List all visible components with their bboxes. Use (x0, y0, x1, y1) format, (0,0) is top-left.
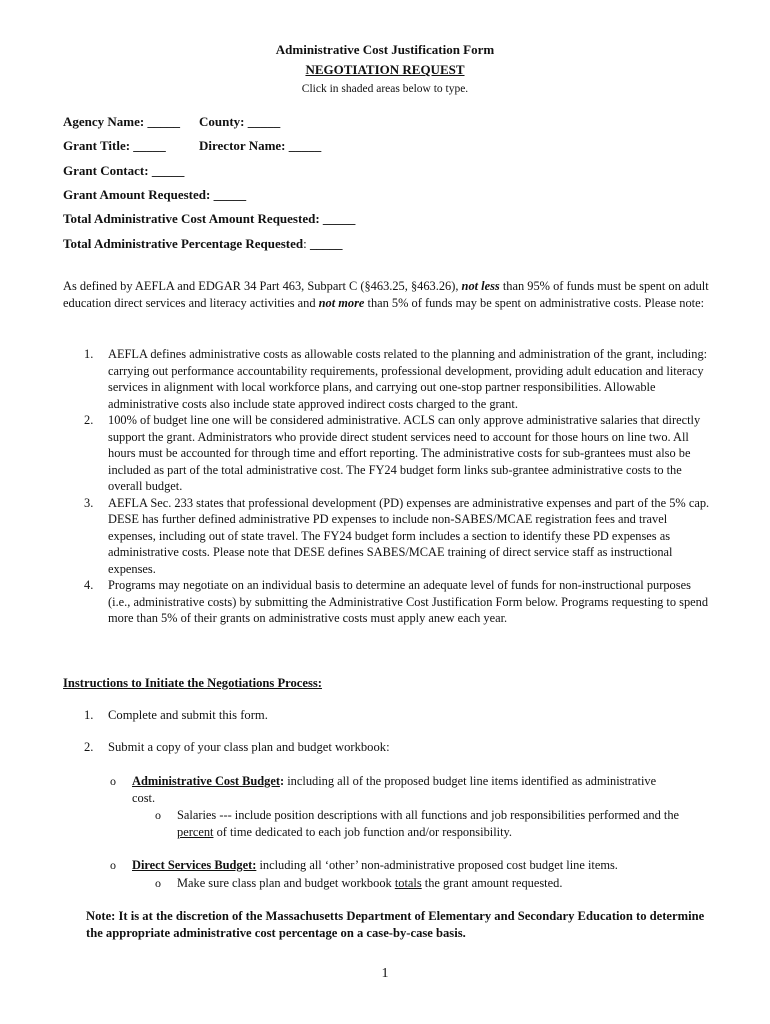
instruction-step-1 (84, 708, 268, 723)
workbook-text (155, 875, 715, 892)
field-row-agency (63, 114, 281, 130)
field-row-total-admin-pct (63, 236, 343, 252)
workbook-bullet (155, 875, 715, 892)
admin-budget-colon: : (280, 774, 285, 788)
director-label: Director Name: (199, 138, 286, 153)
agency-label: Agency Name: (63, 114, 145, 129)
county-label: County: (199, 114, 245, 129)
step-text: Complete and submit this form. (108, 708, 268, 722)
notes-list (63, 346, 713, 627)
direct-budget-text (110, 857, 710, 874)
grant-title-field[interactable]: _____ (133, 138, 166, 153)
salaries-post: of time dedicated to each job function and/or responsibility. (213, 824, 513, 839)
grant-title-label: Grant Title: (63, 138, 131, 153)
list-item (63, 346, 713, 412)
bullet-marker: o (155, 876, 161, 890)
director-group (199, 138, 321, 154)
field-row-grant-amount (63, 187, 246, 203)
workbook-post: the grant amount requested. (421, 876, 563, 890)
total-admin-pct-field[interactable]: _____ (310, 236, 343, 251)
intro-not-less: not less (461, 279, 500, 293)
workbook-totals: totals (394, 876, 422, 890)
admin-budget-description: including all of the proposed budget line items identified as administrative cost. (132, 774, 657, 805)
bullet-marker: o (110, 774, 116, 788)
county-group (199, 114, 280, 130)
list-item (63, 412, 713, 495)
admin-budget-label: Administrative Cost Budget (132, 774, 280, 788)
instruction-step-2 (84, 740, 390, 755)
bullet-marker: o (155, 808, 161, 822)
total-admin-amount-label: Total Administrative Cost Amount Requested: (63, 211, 320, 226)
salaries-pre: Salaries --- include position descriptions with all functions and job responsibilities performed and the (177, 808, 680, 822)
total-admin-amount-field[interactable]: _____ (322, 211, 356, 226)
discretion-note: Note: It is at the discretion of the Massachusetts Department of Elementary and Secondary Education to determine the appropriate administrative cost percentage on a case-by-case basis. (86, 909, 705, 940)
director-name-field[interactable]: _____ (288, 138, 322, 153)
page-number: 1 (381, 966, 389, 981)
list-item-text: 100% of budget line one will be considered administrative. ACLS can only approve administrative salaries that directly support the grant. Administrators who provide direct student services need to account for those hours on line two. All hours must be accounted for through time and effort reporting. The administrative costs for sub-grantees must also be included as part of the total administrative cost. The FY24 budget form links sub-grantee administrative costs to the overall budget. (108, 413, 701, 493)
form-subtitle: NEGOTIATION REQUEST (305, 62, 465, 77)
list-item-number: 1. (84, 347, 94, 361)
total-admin-pct-colon: : (303, 236, 307, 251)
intro-not-more: not more (318, 295, 365, 310)
salaries-text (155, 807, 715, 840)
list-item-text: AEFLA Sec. 233 states that professional development (PD) expenses are administrative expenses and part of the 5% cap. DESE has further defined administrative PD expenses to include non-SABES/MCAE registration fees and travel expenses, including out of state travel. The FY24 budget form includes a section to identify these PD expenses as administrative costs. Please note that DESE defines SABES/MCAE training of direct service staff as instructional expenses. (108, 495, 710, 576)
county-field[interactable]: _____ (247, 114, 281, 129)
list-item-number: 2. (84, 413, 94, 427)
list-item-text: Programs may negotiate on an individual basis to determine an adequate level of funds for non-instructional purposes (i.e., administrative costs) by submitting the Administrative Cost Justification Form below. Programs requesting to spend more than 5% of their grants on administrative costs must apply anew each year. (108, 578, 709, 625)
intro-text-1: As defined by AEFLA and EDGAR 34 Part 463, Subpart C (§463.25, §463.26), (63, 279, 462, 293)
list-item-text: AEFLA defines administrative costs as allowable costs related to the planning and administration of the grant, including: carrying out performance accountability requirements, professional development, providing adult education and literacy services in alignment with local workforce plans, and carrying out one-stop partner responsibilities. Allowable administrative costs also include state approved indirect costs charged to the grant. (108, 347, 708, 411)
field-row-grant-title (63, 138, 322, 154)
step-number: 1. (84, 708, 94, 722)
salaries-percent: percent (177, 824, 214, 839)
grant-contact-label: Grant Contact: (63, 163, 149, 178)
grant-amount-label: Grant Amount Requested: (63, 187, 211, 202)
list-item-number: 4. (84, 578, 94, 592)
list-item (63, 495, 713, 578)
intro-text-3: than 5% of funds may be spent on administrative costs. Please note: (364, 295, 705, 310)
instructions-heading: Instructions to Initiate the Negotiations Process: (63, 676, 322, 690)
direct-budget-description: including all ‘other’ non-administrative proposed cost budget line items. (256, 858, 618, 872)
admin-budget-text (110, 773, 670, 806)
grant-amount-field[interactable]: _____ (213, 187, 247, 202)
agency-name-field[interactable]: _____ (147, 114, 180, 129)
intro-paragraph (63, 278, 713, 311)
list-item-number: 3. (84, 495, 94, 510)
salaries-bullet (155, 807, 715, 840)
direct-budget-label: Direct Services Budget: (132, 858, 257, 872)
grant-contact-field[interactable]: _____ (151, 163, 185, 178)
form-title: Administrative Cost Justification Form (275, 42, 495, 57)
field-row-grant-contact (63, 163, 184, 179)
field-row-total-admin-amount (63, 211, 355, 227)
form-hint: Click in shaded areas below to type. (301, 83, 469, 95)
intro-text-2: than 95% of funds must be spent on adult education direct services and literacy activities and (63, 279, 709, 310)
step-text: Submit a copy of your class plan and budget workbook: (108, 740, 390, 754)
bullet-marker: o (110, 858, 116, 872)
direct-budget-bullet (110, 857, 710, 874)
total-admin-pct-label: Total Administrative Percentage Requested (63, 236, 304, 251)
step-number: 2. (84, 740, 94, 754)
workbook-pre: Make sure class plan and budget workbook (177, 876, 395, 890)
list-item (63, 577, 713, 627)
admin-budget-bullet (110, 773, 670, 806)
